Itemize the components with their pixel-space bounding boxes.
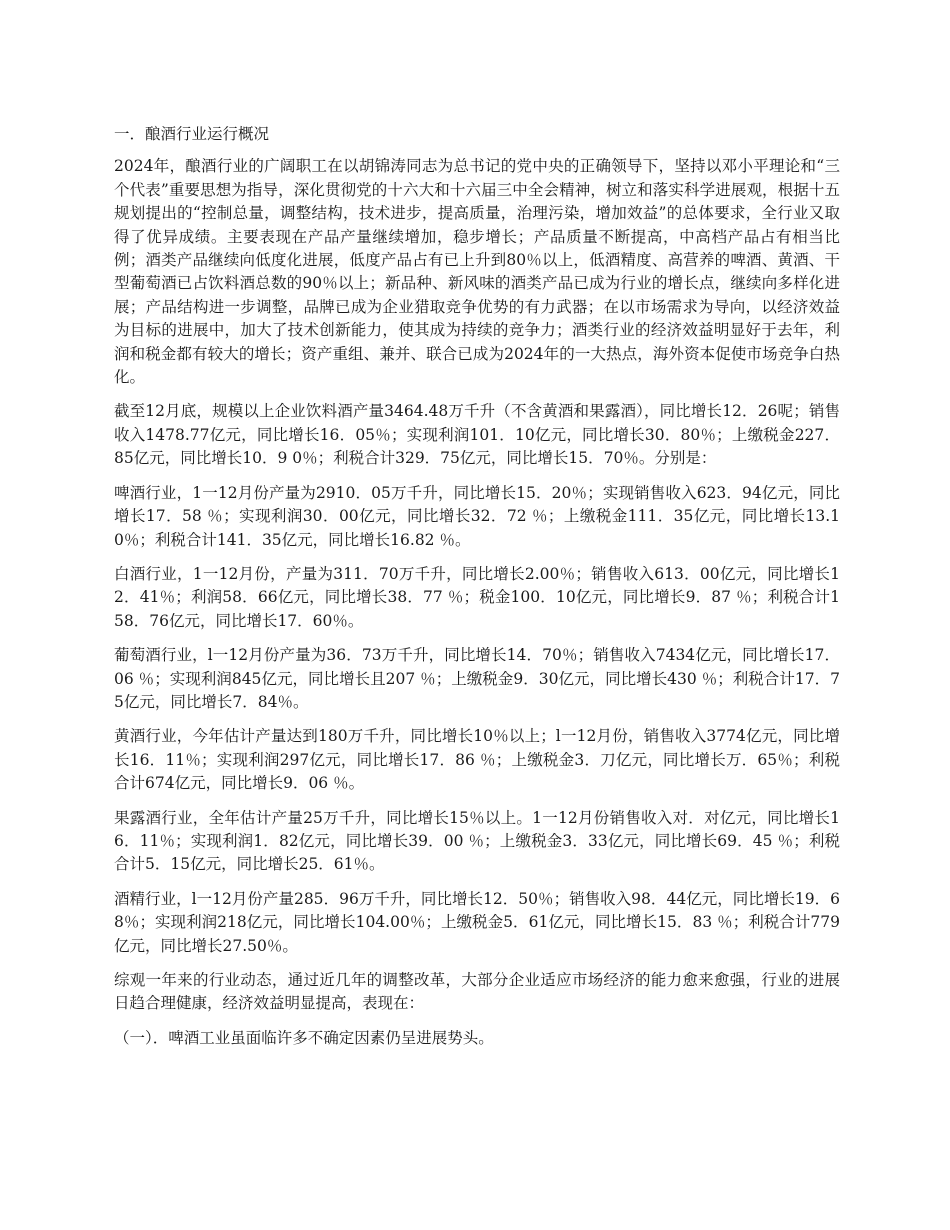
section-heading: 一．酿酒行业运行概况 [114, 125, 270, 143]
paragraph-overview: 2024年，酿酒行业的广阔职工在以胡锦涛同志为总书记的党中央的正确领导下，坚持以邓小平理论和“三个代表”重要思想为指导，深化贯彻党的十六大和十六届三中全会精神，树立和落实科学进展观，根据十五规划提出的“控制总量，调整结构，技术进步，提高质量，治理污染，增加效益”的总体要求，全行业又取得了优异成绩。主要表现在产品产量继续增加，稳步增长；产品质量不断提高，中高档产品占有相当比例；酒类产品继续向低度化进展，低度产品占有已上升到80％以上，低酒精度、高营养的啤酒、黄酒、干型葡萄酒已占饮料酒总数的90％以上；新品种、新风味的酒类产品已成为行业的增长点，继续向多样化进展；产品结构进一步调整，品牌已成为企业猎取竞争优势的有力武器；在以市场需求为导向，以经济效益为目标的进展中，加大了技术创新能力，使其成为持续的竞争力；酒类行业的经济效益明显好于去年，利润和税金都有较大的增长；资产重组、兼并、联合已成为2024年的一大热点，海外资本促使市场竞争白热化。 [114, 157, 840, 387]
paragraph-wine: 葡萄酒行业，l一12月份产量为36．73万千升，同比增长14．70％；销售收入7434亿元，同比增长17．06 ％；实现利润845亿元，同比增长且207 ％；上缴税金9．30亿元，同比增长430 ％；利税合计17．75亿元，同比增长7．84％。 [114, 646, 840, 711]
paragraph-fruit-wine: 果露酒行业，全年估计产量25万千升，同比增长15％以上。1一12月份销售收入对．对亿元，同比增长16．11％；实现利润1．82亿元，同比增长39．00 ％；上缴税金3．33亿元，同比增长69．45 ％；利税合计5．15亿元，同比增长25．61％。 [114, 808, 840, 874]
paragraph-subsection: （一）．啤酒工业虽面临许多不确定因素仍呈进展势头。 [114, 1028, 494, 1047]
paragraph-totals: 截至12月底，规模以上企业饮料酒产量3464.48万千升（不含黄酒和果露酒），同比增长12．26呢；销售收入1478.77亿元，同比增长16．05％；实现利润101．10亿元，同比增长30．80％；上缴税金227．85亿元，同比增长10．9 0％；利税合计329．75亿元，同比增长15．70％。分别是： [114, 402, 840, 468]
paragraph-baijiu: 白酒行业，1一12月份，产量为311．70万千升，同比增长2.00％；销售收入613．00亿元，同比增长12．41％；利润58．66亿元，同比增长38．77 ％；税金100．10亿元，同比增长9．87 ％；利税合计158．76亿元，同比增长17．60％。 [114, 564, 840, 630]
paragraph-alcohol: 酒精行业，l一12月份产量285．96万千升，同比增长12．50％；销售收入98．44亿元，同比增长19．68％；实现利润218亿元，同比增长104.00％；上缴税金5．61亿元，同比增长15．83 ％；利税合计779亿元，同比增长27.50％。 [114, 889, 840, 955]
paragraph-huangjiu: 黄酒行业，今年估计产量达到180万千升，同比增长10％以上；l一12月份，销售收入3774亿元，同比增长16．11％；实现利润297亿元，同比增长17．86 ％；上缴税金3．刀亿元，同比增长万．65％；利税合计674亿元，同比增长9．06 ％。 [114, 727, 840, 793]
paragraph-summary: 综观一年来的行业动态，通过近几年的调整改革，大部分企业适应市场经济的能力愈来愈强，行业的进展日趋合理健康，经济效益明显提高，表现在： [114, 971, 840, 1013]
document-page [114, 123, 840, 1061]
paragraph-beer: 啤酒行业，1一12月份产量为2910．05万千升，同比增长15．20％；实现销售收入623．94亿元，同比增长17．58 ％；实现利润30．00亿元，同比增长32．72 ％；上缴税金111．35亿元，同比增长13.10％；利税合计141．35亿元，同比增长16.82 ％。 [114, 483, 840, 549]
